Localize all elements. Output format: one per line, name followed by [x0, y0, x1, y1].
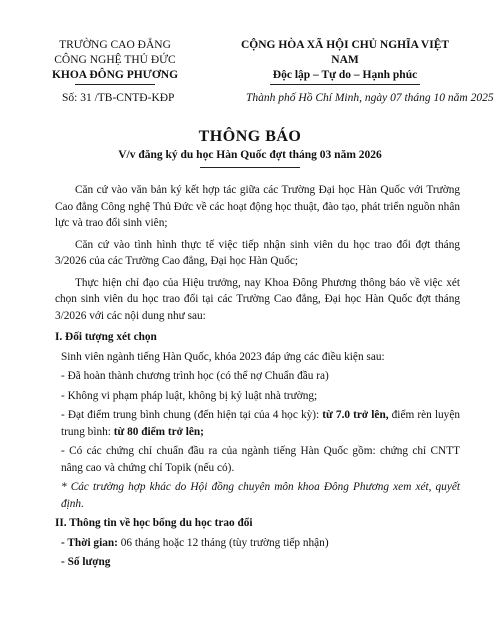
department-underline: [75, 84, 155, 85]
document-number: Số: 31 /TB-CNTĐ-KĐP: [62, 92, 175, 104]
condition-grades-text: - Đạt điểm trung bình chung (đến hiện tại của 4 học kỳ):: [61, 409, 323, 421]
duration-value: 06 tháng hoặc 12 tháng (tùy trường tiếp nhận): [117, 536, 329, 549]
quantity-label: - Số lượng: [61, 556, 111, 568]
motto-underline: [270, 84, 420, 85]
department-name: KHOA ĐÔNG PHƯƠNG: [51, 69, 179, 81]
note-special-cases: * Các trường hợp khác do Hội đồng chuyên môn khoa Đông Phương xem xét, quyết định.: [61, 481, 460, 510]
republic-name: CỘNG HÒA XÃ HỘI CHỦ NGHĨA VIỆT NAM: [240, 39, 450, 66]
duration-label: - Thời gian:: [61, 536, 118, 549]
scholarship-quantity: [55, 554, 460, 571]
paragraph-basis-situation: Căn cứ vào tình hình thực tế việc tiếp nhận sinh viên du học trao đổi đợt tháng 3/2026 của các Trường Cao đẳng, Đại học Hàn Quốc;: [55, 238, 460, 267]
gpa-threshold: từ 7.0 trở lên,: [322, 409, 389, 421]
condition-certificates: - Có các chứng chỉ chuẩn đầu ra của ngành tiếng Hàn Quốc gồm: chứng chỉ CNTT nâng cao và chứng chỉ Topik (nếu có).: [61, 445, 460, 474]
subtitle-underline: [200, 167, 300, 168]
school-name-line2: CÔNG NGHỆ THỦ ĐỨC: [54, 54, 176, 66]
paragraph-directive: Thực hiện chỉ đạo của Hiệu trưởng, nay Khoa Đông Phương thông báo về việc xét chọn sinh viên du học trao đổi tại các Trường Cao đẳng, Đại học Hàn Quốc đợt tháng 3/2026 với các nội dung như sau:: [55, 276, 460, 322]
document-title: THÔNG BÁO: [198, 128, 302, 145]
section-heading-eligibility: I. Đối tượng xét chọn: [55, 331, 157, 343]
school-header: [40, 38, 190, 85]
section-heading-scholarship: II. Thông tin về học bổng du học trao đổi: [55, 517, 253, 529]
conduct-threshold: từ 80 điểm trở lên;: [113, 425, 204, 438]
school-name-line1: TRƯỜNG CAO ĐẲNG: [59, 39, 171, 51]
document-subtitle: V/v đăng ký du học Hàn Quốc đợt tháng 03 năm 2026: [118, 149, 382, 161]
condition-grades: [55, 407, 460, 440]
national-header: [235, 38, 455, 85]
document-body: [55, 182, 460, 574]
condition-program: - Đã hoàn thành chương trình học (có thể nợ Chuẩn đầu ra): [61, 370, 329, 382]
condition-conduct-text: điểm rèn luyện trung bình:: [61, 409, 460, 438]
document-date: Thành phố Hồ Chí Minh, ngày 07 tháng 10 năm 2025: [246, 92, 494, 104]
scholarship-duration: [55, 535, 460, 552]
eligibility-intro: Sinh viên ngành tiếng Hàn Quốc, khóa 2023 đáp ứng các điều kiện sau:: [61, 350, 385, 363]
condition-discipline: - Không vi phạm pháp luật, không bị kỷ luật nhà trường;: [61, 389, 318, 402]
paragraph-basis-agreement: Căn cứ vào văn bản ký kết hợp tác giữa các Trường Đại học Hàn Quốc với Trường Cao đẳng Công nghệ Thủ Đức về các hoạt động học thuật, đào tạo, phát triển nguồn nhân lực và trao đổi sinh viên;: [55, 184, 460, 229]
national-motto: Độc lập – Tự do – Hạnh phúc: [272, 69, 418, 81]
